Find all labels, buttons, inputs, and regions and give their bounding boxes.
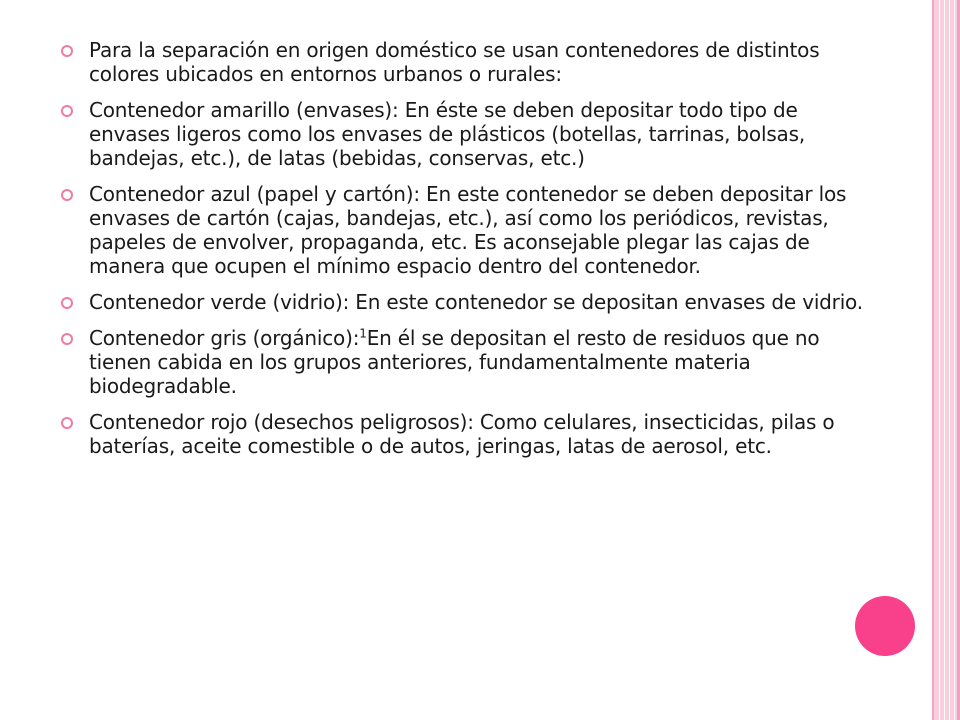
footnote-marker: 1 <box>359 326 367 341</box>
decorative-circle <box>855 596 915 656</box>
border-stripe <box>954 0 955 720</box>
bullet-text: Contenedor verde (vidrio): En este contenedor se depositan envases de vidrio. <box>89 290 863 314</box>
circle-outline-icon <box>61 189 73 201</box>
border-edge-inner <box>932 0 934 720</box>
bullet-item-rojo <box>60 410 880 458</box>
bullet-text: Para la separación en origen doméstico se usan contenedores de distintos colores ubicados en entornos urbanos o rurales: <box>89 38 820 86</box>
bullet-text-after: En él se depositan el resto de residuos que no tienen cabida en los grupos anteriores, fundamentalmente materia biodegradable. <box>89 326 820 398</box>
bullet-item-azul <box>60 182 880 278</box>
border-stripe <box>944 0 945 720</box>
bullet-item-amarillo <box>60 98 880 170</box>
slide-body <box>60 38 880 470</box>
bullet-item-intro <box>60 38 880 86</box>
bullet-text: Contenedor rojo (desechos peligrosos): Como celulares, insecticidas, pilas o baterías, aceite comestible o de autos, jeringas, latas de aerosol, etc. <box>89 410 835 458</box>
bullet-text: Contenedor azul (papel y cartón): En este contenedor se deben depositar los envases de cartón (cajas, bandejas, etc.), así como los periódicos, revistas, papeles de envolver, propaganda, etc. Es aconsejable plegar las cajas de manera que ocupen el mínimo espacio dentro del contenedor. <box>89 182 847 278</box>
circle-outline-icon <box>61 105 73 117</box>
circle-outline-icon <box>61 417 73 429</box>
bullet-item-verde <box>60 290 880 314</box>
bullet-item-gris <box>60 326 880 398</box>
border-stripe <box>949 0 950 720</box>
bullet-text-before: Contenedor gris (orgánico): <box>89 326 360 350</box>
circle-outline-icon <box>61 333 73 345</box>
bullet-text: Contenedor amarillo (envases): En éste se deben depositar todo tipo de envases ligeros como los envases de plásticos (botellas, tarrinas, bolsas, bandejas, etc.), de latas (bebidas, conservas, etc.) <box>89 98 805 170</box>
bullet-list <box>60 38 880 458</box>
border-stripe <box>939 0 940 720</box>
circle-outline-icon <box>61 45 73 57</box>
circle-outline-icon <box>61 297 73 309</box>
